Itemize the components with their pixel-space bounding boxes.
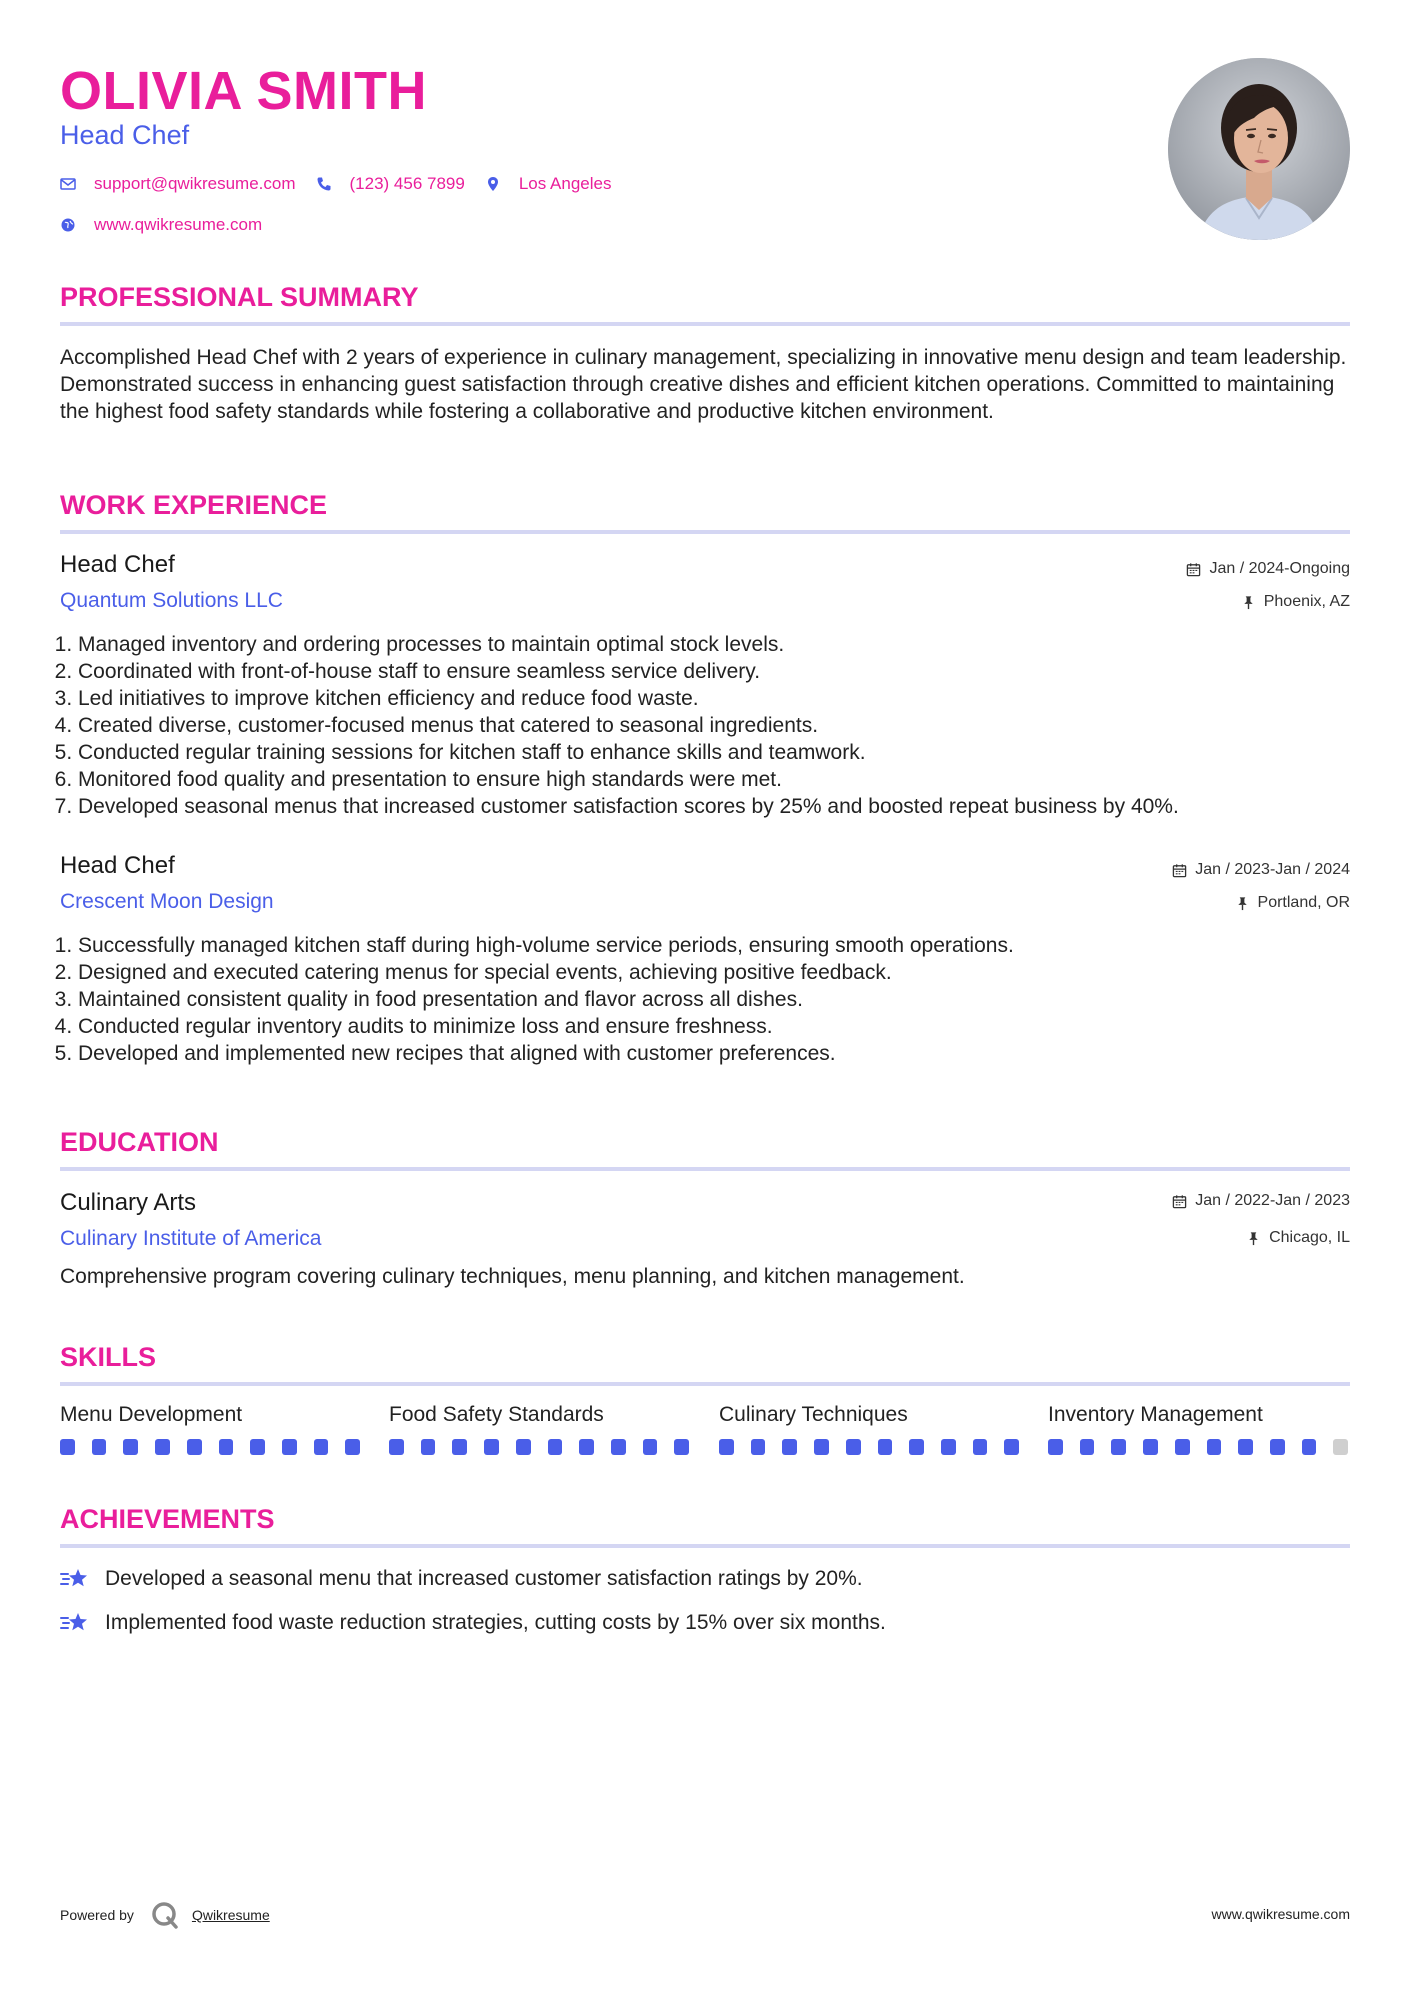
- job-location-text: Phoenix, AZ: [1263, 593, 1350, 610]
- achievement-item: [60, 1566, 863, 1592]
- achievement-text: Implemented food waste reduction strategies, cutting costs by 15% over six months.: [105, 1611, 886, 1634]
- list-item: 3. Led initiatives to improve kitchen efficiency and reduce food waste.: [78, 685, 1368, 712]
- job-bullets: [60, 932, 1368, 1067]
- powered-by-label: Powered by: [60, 1907, 134, 1923]
- experience-divider: [60, 530, 1350, 534]
- education-location-text: Chicago, IL: [1269, 1229, 1350, 1246]
- rating-dot-filled: [1302, 1439, 1317, 1455]
- summary-heading: PROFESSIONAL SUMMARY: [60, 282, 419, 312]
- job-company: Quantum Solutions LLC: [60, 589, 283, 612]
- website-text: www.qwikresume.com: [94, 215, 263, 234]
- rating-dot-filled: [751, 1439, 766, 1455]
- rating-dot-filled: [250, 1439, 265, 1455]
- education-dates: [1172, 1192, 1350, 1210]
- skill-name: Culinary Techniques: [719, 1403, 908, 1426]
- rating-dot-filled: [643, 1439, 658, 1455]
- phone-icon: [316, 176, 332, 192]
- footer-site-link[interactable]: www.qwikresume.com: [1211, 1906, 1350, 1922]
- list-item: 2. Coordinated with front-of-house staff to ensure seamless service delivery.: [78, 658, 1368, 685]
- profile-photo: [1168, 58, 1350, 240]
- rating-dot-filled: [548, 1439, 563, 1455]
- skill-rating: [389, 1439, 689, 1455]
- achievement-text: Developed a seasonal menu that increased customer satisfaction ratings by 20%.: [105, 1567, 863, 1590]
- globe-icon: [60, 217, 76, 233]
- location-text: Los Angeles: [518, 174, 612, 193]
- rating-dot-filled: [123, 1439, 138, 1455]
- skill-name: Inventory Management: [1048, 1403, 1263, 1426]
- qwikresume-link[interactable]: Qwikresume: [191, 1907, 270, 1923]
- map-pin-icon: [485, 176, 501, 192]
- candidate-name: OLIVIA SMITH: [60, 61, 427, 121]
- education-heading: EDUCATION: [60, 1127, 219, 1157]
- email-text: support@qwikresume.com: [94, 174, 296, 193]
- rating-dot-filled: [846, 1439, 861, 1455]
- rating-dot-filled: [421, 1439, 436, 1455]
- calendar-icon: [1172, 863, 1187, 878]
- experience-heading: WORK EXPERIENCE: [60, 490, 328, 520]
- skill-item: [1048, 1403, 1348, 1455]
- rating-dot-filled: [878, 1439, 893, 1455]
- rating-dot-filled: [282, 1439, 297, 1455]
- rating-dot-filled: [187, 1439, 202, 1455]
- rating-dot-filled: [782, 1439, 797, 1455]
- rating-dot-filled: [1270, 1439, 1285, 1455]
- job-dates-text: Jan / 2023-Jan / 2024: [1195, 861, 1350, 878]
- rating-dot-filled: [1175, 1439, 1190, 1455]
- skill-name: Food Safety Standards: [389, 1403, 604, 1426]
- rating-dot-filled: [219, 1439, 234, 1455]
- list-item: 3. Maintained consistent quality in food presentation and flavor across all dishes.: [78, 986, 1368, 1013]
- list-item: 5. Conducted regular training sessions for kitchen staff to enhance skills and teamwork.: [78, 739, 1368, 766]
- rating-dot-filled: [1048, 1439, 1063, 1455]
- rating-dot-filled: [719, 1439, 734, 1455]
- skill-item: [389, 1403, 689, 1455]
- education-description: Comprehensive program covering culinary techniques, menu planning, and kitchen management.: [60, 1265, 965, 1288]
- summary-text: Accomplished Head Chef with 2 years of experience in culinary management, specializing in innovative menu design and team leadership. Demonstrated success in enhancing guest satisfaction through creative dishes and efficient kitchen operations. Committed to maintaining the highest food safety standards while fostering a collaborative and productive kitchen environment.: [60, 346, 1347, 423]
- pushpin-icon: [1246, 1231, 1261, 1246]
- job-bullets: [60, 631, 1368, 820]
- rating-dot-filled: [973, 1439, 988, 1455]
- rating-dot-filled: [314, 1439, 329, 1455]
- phone-text: (123) 456 7899: [349, 174, 465, 193]
- portrait-image: [1168, 58, 1350, 240]
- job-role: Head Chef: [60, 852, 175, 879]
- rating-dot-filled: [345, 1439, 360, 1455]
- list-item: 4. Created diverse, customer-focused menus that catered to seasonal ingredients.: [78, 712, 1368, 739]
- rating-dot-filled: [674, 1439, 689, 1455]
- contact-email[interactable]: [60, 174, 296, 194]
- skill-name: Menu Development: [60, 1403, 243, 1426]
- job-location: [1241, 593, 1350, 611]
- education-dates-text: Jan / 2022-Jan / 2023: [1195, 1192, 1350, 1209]
- job-dates: [1186, 560, 1350, 578]
- rating-dot-filled: [1004, 1439, 1019, 1455]
- rating-dot-filled: [579, 1439, 594, 1455]
- contact-row-secondary: [60, 215, 282, 235]
- candidate-title: Head Chef: [60, 120, 190, 150]
- contact-location: [485, 174, 612, 194]
- education-location: [1246, 1229, 1350, 1247]
- contact-website[interactable]: [60, 215, 262, 235]
- rating-dot-filled: [1143, 1439, 1158, 1455]
- rating-dot-filled: [1238, 1439, 1253, 1455]
- contact-row-primary: [60, 174, 631, 194]
- list-item: 1. Managed inventory and ordering processes to maintain optimal stock levels.: [78, 631, 1368, 658]
- rating-dot-filled: [814, 1439, 829, 1455]
- education-degree: Culinary Arts: [60, 1189, 197, 1216]
- skills-heading: SKILLS: [60, 1342, 157, 1372]
- list-item: 2. Designed and executed catering menus for special events, achieving positive feedback.: [78, 959, 1368, 986]
- achievements-divider: [60, 1544, 1350, 1548]
- skill-rating: [1048, 1439, 1348, 1455]
- rating-dot-filled: [389, 1439, 404, 1455]
- rating-dot-filled: [92, 1439, 107, 1455]
- qwikresume-logo-icon: [150, 1900, 180, 1930]
- skill-item: [60, 1403, 360, 1455]
- job-company: Crescent Moon Design: [60, 890, 274, 913]
- pushpin-icon: [1241, 595, 1256, 610]
- skills-divider: [60, 1382, 1350, 1386]
- list-item: 7. Developed seasonal menus that increased customer satisfaction scores by 25% and boosted repeat business by 40%.: [78, 793, 1368, 820]
- job-location-text: Portland, OR: [1257, 894, 1350, 911]
- list-item: 1. Successfully managed kitchen staff during high-volume service periods, ensuring smooth operations.: [78, 932, 1368, 959]
- rating-dot-empty: [1333, 1439, 1348, 1455]
- education-school: Culinary Institute of America: [60, 1227, 322, 1250]
- summary-divider: [60, 322, 1350, 326]
- shooting-star-icon: [60, 1610, 90, 1636]
- job-dates: [1172, 861, 1350, 879]
- pushpin-icon: [1235, 896, 1250, 911]
- rating-dot-filled: [155, 1439, 170, 1455]
- calendar-icon: [1172, 1194, 1187, 1209]
- job-dates-text: Jan / 2024-Ongoing: [1209, 560, 1350, 577]
- skill-rating: [719, 1439, 1019, 1455]
- job-location: [1235, 894, 1350, 912]
- rating-dot-filled: [516, 1439, 531, 1455]
- rating-dot-filled: [941, 1439, 956, 1455]
- rating-dot-filled: [60, 1439, 75, 1455]
- rating-dot-filled: [484, 1439, 499, 1455]
- shooting-star-icon: [60, 1566, 90, 1592]
- rating-dot-filled: [611, 1439, 626, 1455]
- achievements-heading: ACHIEVEMENTS: [60, 1504, 275, 1534]
- rating-dot-filled: [1111, 1439, 1126, 1455]
- achievement-item: [60, 1610, 886, 1636]
- job-role: Head Chef: [60, 551, 175, 578]
- list-item: 4. Conducted regular inventory audits to minimize loss and ensure freshness.: [78, 1013, 1368, 1040]
- list-item: 6. Monitored food quality and presentation to ensure high standards were met.: [78, 766, 1368, 793]
- skill-item: [719, 1403, 1019, 1455]
- education-divider: [60, 1167, 1350, 1171]
- skill-rating: [60, 1439, 360, 1455]
- rating-dot-filled: [1080, 1439, 1095, 1455]
- calendar-icon: [1186, 562, 1201, 577]
- list-item: 5. Developed and implemented new recipes that aligned with customer preferences.: [78, 1040, 1368, 1067]
- contact-phone[interactable]: [316, 174, 465, 194]
- rating-dot-filled: [452, 1439, 467, 1455]
- envelope-icon: [60, 176, 76, 192]
- rating-dot-filled: [1207, 1439, 1222, 1455]
- rating-dot-filled: [909, 1439, 924, 1455]
- footer-powered-by: [60, 1900, 270, 1930]
